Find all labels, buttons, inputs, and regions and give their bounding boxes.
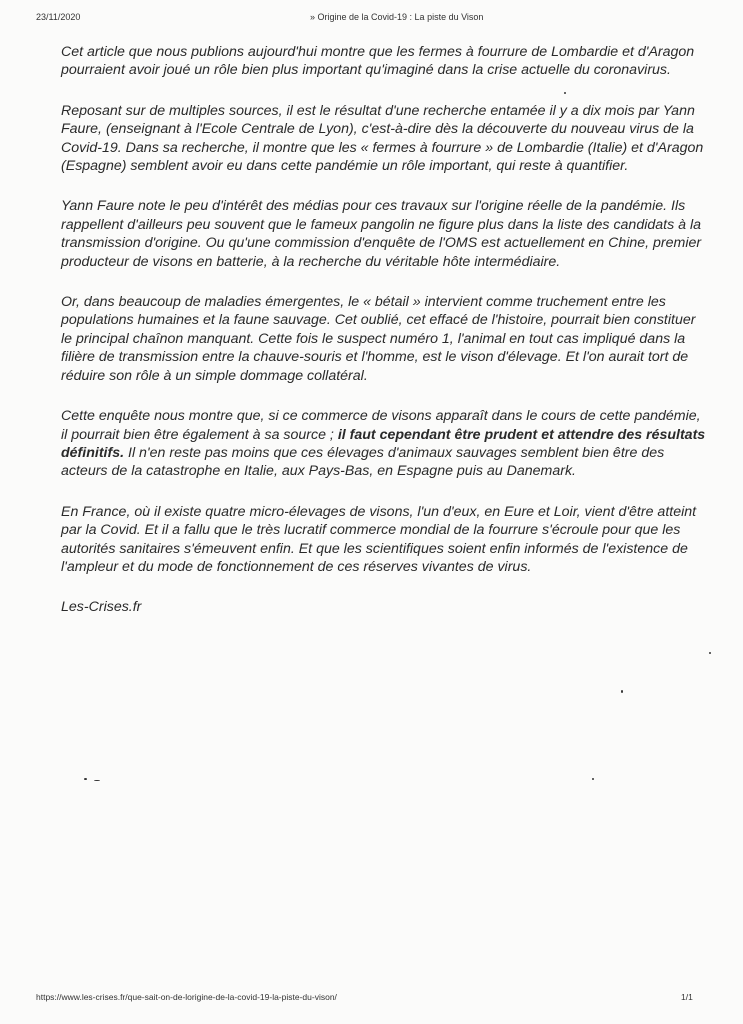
paragraph-media: Yann Faure note le peu d'intérêt des médias pour ces travaux sur l'origine réelle de la pandémie. Ils rappellent d'ailleurs peu souvent que le fameux pangolin ne figure plus dans la liste des candidats à la transmission d'origine. Ou qu'une commission d'enquête de l'OMS est actuellement en Chine, premier producteur de visons en batterie, à la recherche du véritable hôte intermédiaire. xyxy=(61,198,702,270)
paragraph-investigation-bold: il faut cependant être prudent et attendre des résultats définitifs. xyxy=(61,426,706,461)
signature: Les-Crises.fr xyxy=(61,599,142,616)
scan-speck xyxy=(709,652,711,654)
scan-speck xyxy=(94,780,100,781)
paragraph-investigation-end: Il n'en reste pas moins que ces élevages d'animaux sauvages semblent bien être des acteurs de la catastrophe en Italie, aux Pays-Bas, en Espagne puis au Danemark. xyxy=(61,444,665,480)
print-date: 23/11/2020 xyxy=(36,12,81,22)
article-body xyxy=(61,43,706,617)
scan-speck xyxy=(592,778,594,780)
paragraph-sources: Reposant sur de multiples sources, il est le résultat d'une recherche entamée il y a dix mois par Yann Faure, (enseignant à l'Ecole Centrale de Lyon), c'est-à-dire dès la découverte du nouveau virus de la Covid-19. Dans sa recherche, il montre que les « fermes à fourrure » de Lombardie (Italie) et d'Aragon (Espagne) semblent avoir eu dans cette pandémie un rôle important, qui reste à quantifier. xyxy=(61,102,704,175)
paragraph-france: En France, où il existe quatre micro-élevages de visons, l'un d'eux, en Eure et Loir, vient d'être atteint par la Covid. Et il a fallu que le très lucratif commerce mondial de la fourrure s'écroule pour que les autorités sanitaires s'émeuvent enfin. Et que les scientifiques soient enfin informés de l'existence de l'ampleur et du mode de fonctionnement de ces réserves vivantes de virus. xyxy=(61,503,697,575)
scan-speck xyxy=(564,92,566,94)
paragraph-investigation xyxy=(61,407,706,481)
paragraph-intro: Cet article que nous publions aujourd'hui montre que les fermes à fourrure de Lombardie et d'Aragon pourraient avoir joué un rôle bien plus important qu'imaginé dans la crise actuelle du coronavirus. xyxy=(61,44,695,79)
page-number: 1/1 xyxy=(681,992,693,1002)
scan-speck xyxy=(84,778,87,780)
scan-speck xyxy=(621,690,623,693)
paragraph-investigation-start: Cette enquête nous montre que, si ce commerce de visons apparaît dans le cours de cette pandémie, il pourrait bien être également à sa source ; xyxy=(61,408,701,443)
paragraph-livestock: Or, dans beaucoup de maladies émergentes, le « bétail » intervient comme truchement entre les populations humaines et la faune sauvage. Cet oublié, cet effacé de l'histoire, pourrait bien constituer le principal chaînon manquant. Cette fois le suspect numéro 1, l'animal en tout cas impliqué dans la filière de transmission entre la chauve-souris et l'homme, est le vison d'élevage. Et l'on aurait tort de réduire son rôle à un simple dommage collatéral. xyxy=(61,294,696,384)
print-title: » Origine de la Covid-19 : La piste du Vison xyxy=(310,12,484,22)
source-url: https://www.les-crises.fr/que-sait-on-de-lorigine-de-la-covid-19-la-piste-du-vison/ xyxy=(36,992,337,1002)
